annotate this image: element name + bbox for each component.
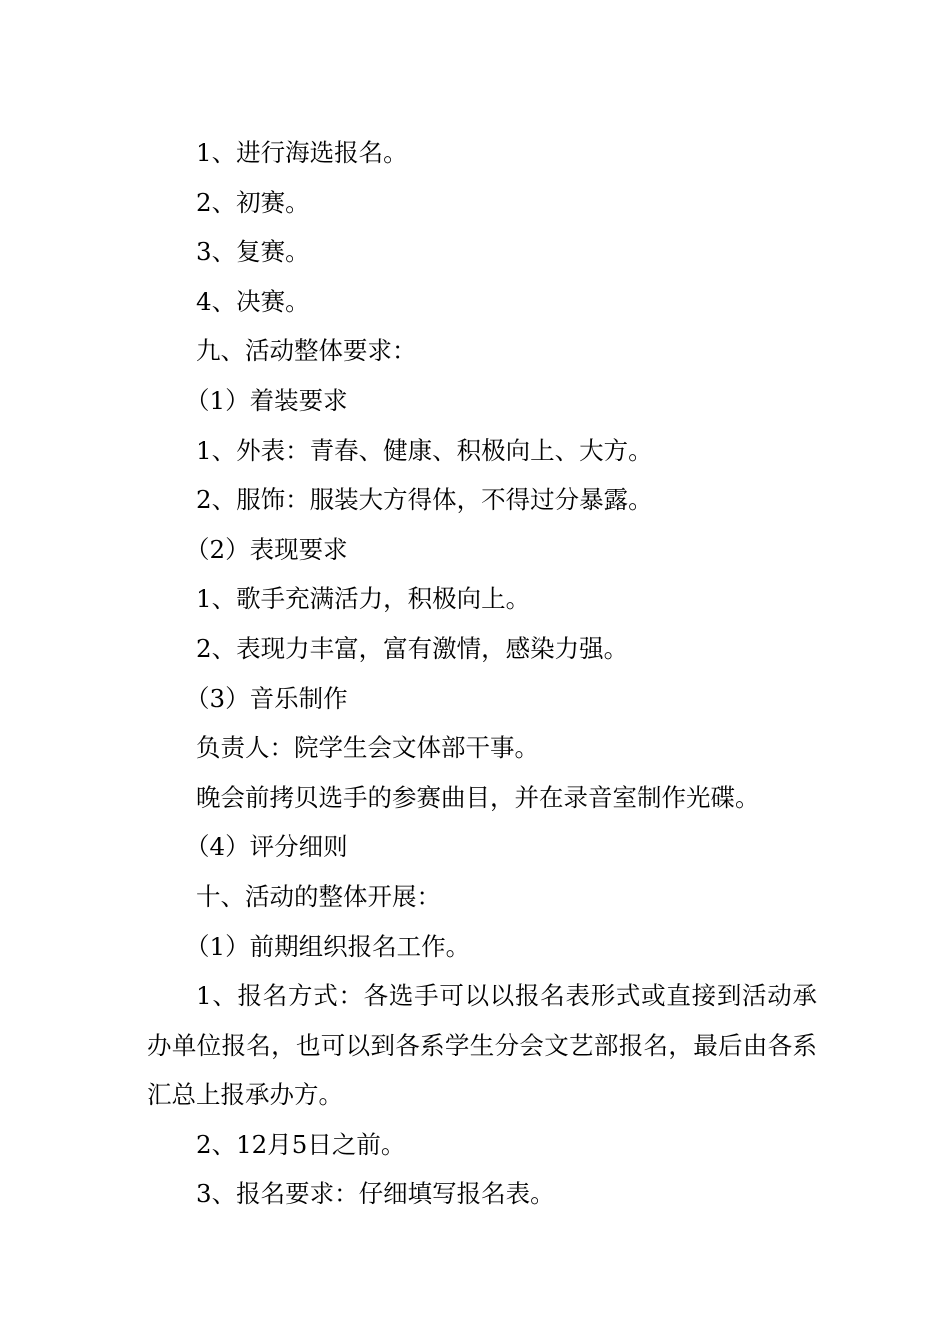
paragraph: 1、报名方式：各选手可以以报名表形式或直接到活动承办单位报名，也可以到各系学生分会文艺部报名，最后由各系汇总上报承办方。 — [147, 981, 817, 1110]
section-heading: 九、活动整体要求： — [196, 336, 417, 366]
paragraph: 负责人：院学生会文体部干事。 — [196, 733, 539, 763]
paragraph: 1、外表：青春、健康、积极向上、大方。 — [196, 435, 653, 465]
subsection-heading: （2）表现要求 — [185, 534, 348, 564]
paragraph: 1、进行海选报名。 — [196, 138, 408, 167]
document-body — [147, 128, 817, 1219]
paragraph: 3、报名要求：仔细填写报名表。 — [196, 1179, 555, 1209]
paragraph: 4、决赛。 — [196, 286, 310, 316]
subsection-heading: （4）评分细则 — [185, 832, 348, 862]
subsection-heading: （1）着装要求 — [185, 385, 348, 415]
paragraph: 2、表现力丰富，富有激情，感染力强。 — [196, 633, 629, 663]
paragraph: 晚会前拷贝选手的参赛曲目，并在录音室制作光碟。 — [196, 782, 760, 812]
section-heading: 十、活动的整体开展： — [196, 881, 441, 911]
paragraph: 1、歌手充满活力，积极向上。 — [196, 584, 531, 614]
paragraph: 2、服饰：服装大方得体，不得过分暴露。 — [196, 485, 653, 515]
paragraph: 3、复赛。 — [196, 237, 310, 267]
paragraph: 2、12月5日之前。 — [196, 1129, 406, 1159]
subsection-heading: （3）音乐制作 — [185, 683, 348, 713]
subsection-heading: （1）前期组织报名工作。 — [185, 931, 471, 961]
paragraph: 2、初赛。 — [196, 187, 310, 217]
